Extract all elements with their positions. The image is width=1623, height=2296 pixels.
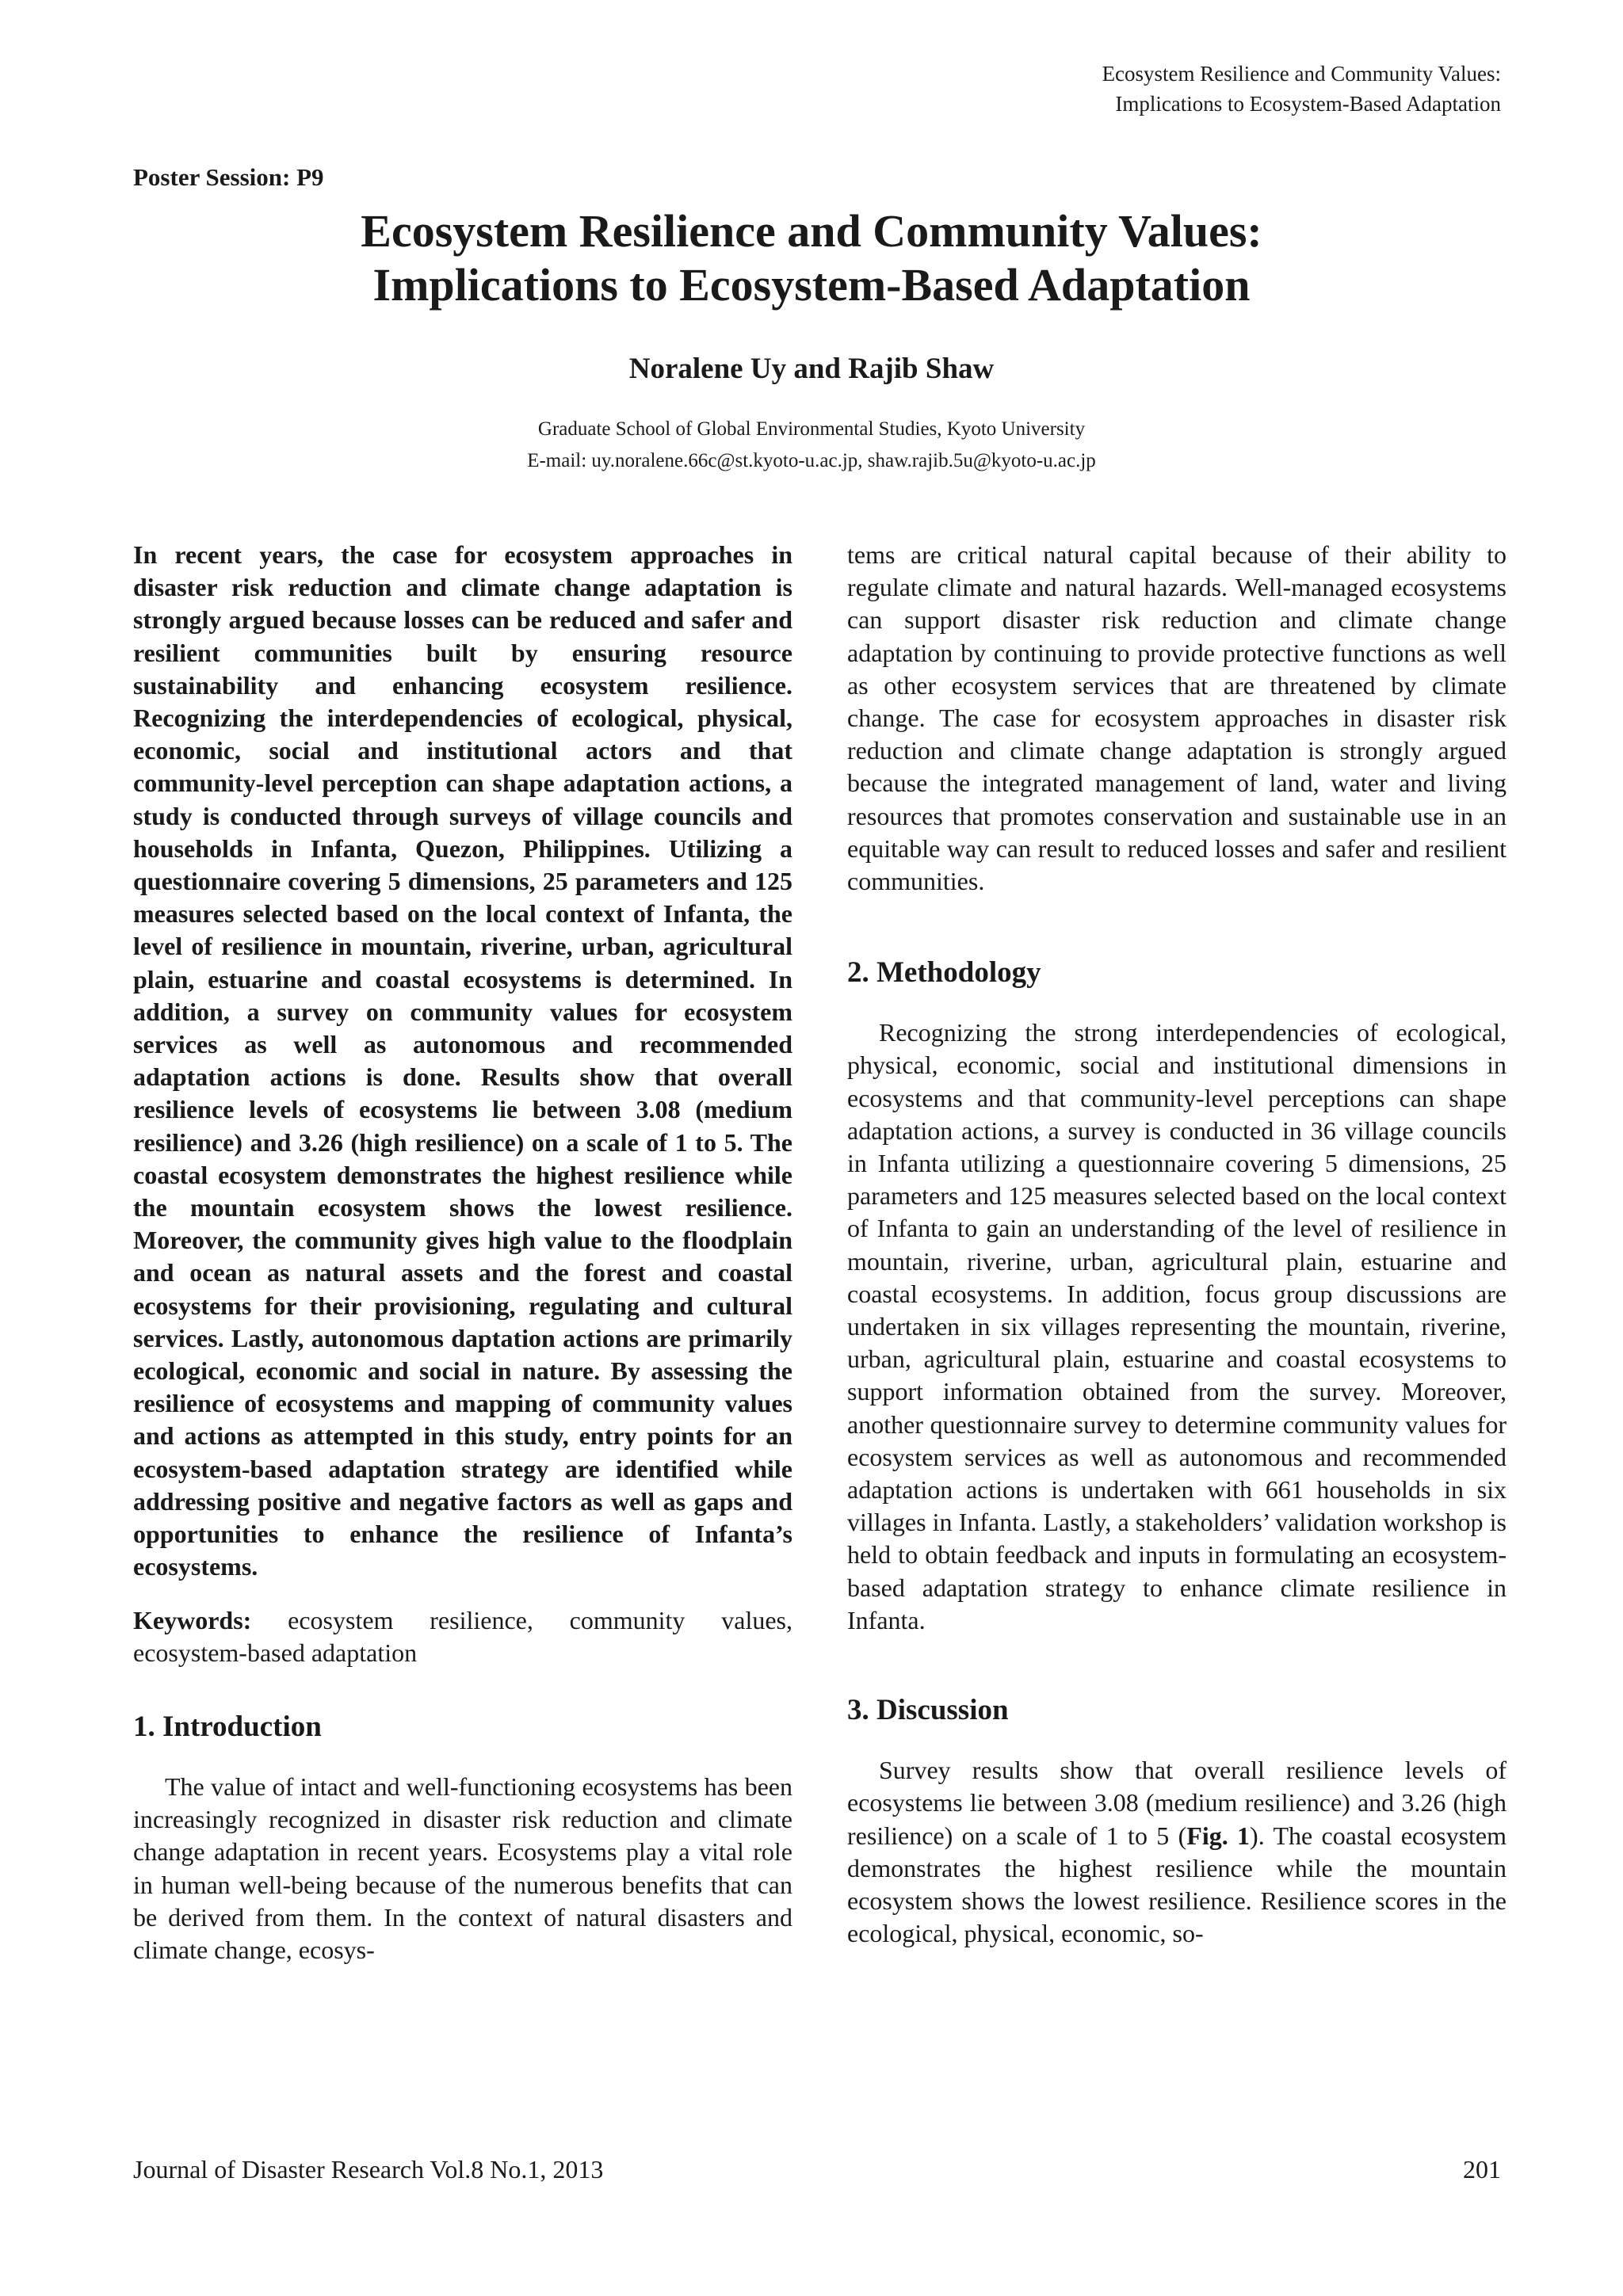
introduction-text-part-2: tems are critical natural capital because of their ability to regulate climate and natural hazards. Well-managed ecosystems can support disaster risk reduction and climate change adaptation by continuing to provide protective functions as well as other ecosystem services that are threatened by climate change. The case for ecosystem approaches in disaster risk reduction and climate change adaptation is strongly argued because the integrated management of land, water and living resources that promotes conservation and sustainable use in an equitable way can result to reduced losses and safer and resilient communities. <box>847 540 1507 896</box>
title-line-2: Implications to Ecosystem-Based Adaptation <box>372 259 1251 311</box>
keywords-text: ecosystem resilience, community values, ecosystem-based adaptation <box>133 1605 792 1667</box>
discussion-text-before: Survey results show that overall resilience levels of ecosystems lie between 3.08 (medium resilience) and 3.26 (high resilience) on a scale of 1 to 5 ( <box>847 1756 1507 1850</box>
figure-reference[interactable]: Fig. 1 <box>1186 1821 1251 1850</box>
section-heading-methodology: 2. Methodology <box>847 956 1041 990</box>
keywords-label: Keywords: <box>133 1605 252 1634</box>
footer-journal: Journal of Disaster Research Vol.8 No.1, 2013 <box>133 2155 604 2183</box>
poster-session-label: Poster Session: P9 <box>133 163 324 191</box>
discussion-text-after: ). The coastal ecosystem demonstrates the highest resilience while the mountain ecosystem shows the lowest resilience. Resilience scores in the ecological, physical, economic, so- <box>847 1821 1507 1948</box>
keywords <box>133 1604 792 1669</box>
right-column <box>847 539 1507 1950</box>
introduction-text-part-1: The value of intact and well-functioning ecosystems has been increasingly recognized in disaster risk reduction and climate change adaptation in recent years. Ecosystems play a vital role in human well-being because of the numerous benefits that can be derived from them. In the context of natural disasters and climate change, ecosys- <box>133 1772 792 1964</box>
running-head-line-1: Ecosystem Resilience and Community Values: <box>1102 62 1501 86</box>
running-head-line-2: Implications to Ecosystem-Based Adaptation <box>1115 92 1501 116</box>
methodology-text: Recognizing the strong interdependencies of ecological, physical, economic, social and institutional dimensions in ecosystems and that community-level perceptions can shape adaptation actions, a survey is conducted in 36 village councils in Infanta utilizing a questionnaire covering 5 dimensions, 25 parameters and 125 measures selected based on the local context of Infanta to gain an understanding of the level of resilience in mountain, riverine, urban, agricultural plain, estuarine and coastal ecosystems. In addition, focus group discussions are undertaken in six villages representing the mountain, riverine, urban, agricultural plain, estuarine and coastal ecosystems to support information obtained from the survey. Moreover, another questionnaire survey to determine community values for ecosystem services as well as autonomous and recommended adaptation actions is undertaken with 661 households in six villages in Infanta. Lastly, a stakeholders’ validation workshop is held to obtain feedback and inputs in formulating an ecosystem-based adaptation strategy to enhance climate resilience in Infanta. <box>847 1018 1507 1634</box>
section-heading-introduction: 1. Introduction <box>133 1710 322 1743</box>
left-column <box>133 539 792 1966</box>
discussion-text <box>847 1754 1507 1950</box>
footer-page-number: 201 <box>1463 2155 1501 2183</box>
email: E-mail: uy.noralene.66c@st.kyoto-u.ac.jp, shaw.rajib.5u@kyoto-u.ac.jp <box>527 450 1096 471</box>
authors: Noralene Uy and Rajib Shaw <box>628 353 995 385</box>
section-heading-discussion: 3. Discussion <box>847 1694 1009 1727</box>
institution: Graduate School of Global Environmental Studies, Kyoto University <box>537 418 1086 440</box>
title-line-1: Ecosystem Resilience and Community Values: <box>361 205 1262 257</box>
affiliation <box>0 414 1623 477</box>
paper-title <box>0 204 1623 312</box>
abstract: In recent years, the case for ecosystem approaches in disaster risk reduction and climate change adaptation is strongly argued because losses can be reduced and safer and resilient communities built by ensuring resource sustainability and enhancing ecosystem resilience. Recognizing the interdependencies of ecological, physical, economic, social and institutional actors and that community-level perception can shape adaptation actions, a study is conducted through surveys of village councils and households in Infanta, Quezon, Philippines. Utilizing a questionnaire covering 5 dimensions, 25 parameters and 125 measures selected based on the local context of Infanta, the level of resilience in mountain, riverine, urban, agricultural plain, estuarine and coastal ecosystems is determined. In addition, a survey on community values for ecosystem services as well as autonomous and recommended adaptation actions is done. Results show that overall resilience levels of ecosystems lie between 3.08 (medium resilience) and 3.26 (high resilience) on a scale of 1 to 5. The coastal ecosystem demonstrates the highest resilience while the mountain ecosystem shows the lowest resilience. Moreover, the community gives high value to the floodplain and ocean as natural assets and the forest and coastal ecosystems for their provisioning, regulating and cultural services. Lastly, autonomous daptation actions are primarily ecological, economic and social in nature. By assessing the resilience of ecosystems and mapping of community values and actions as attempted in this study, entry points for an ecosystem-based adaptation strategy are identified while addressing positive and negative factors as well as gaps and opportunities to enhance the resilience of Infanta’s ecosystems. <box>133 540 792 1581</box>
running-head <box>788 59 1501 119</box>
